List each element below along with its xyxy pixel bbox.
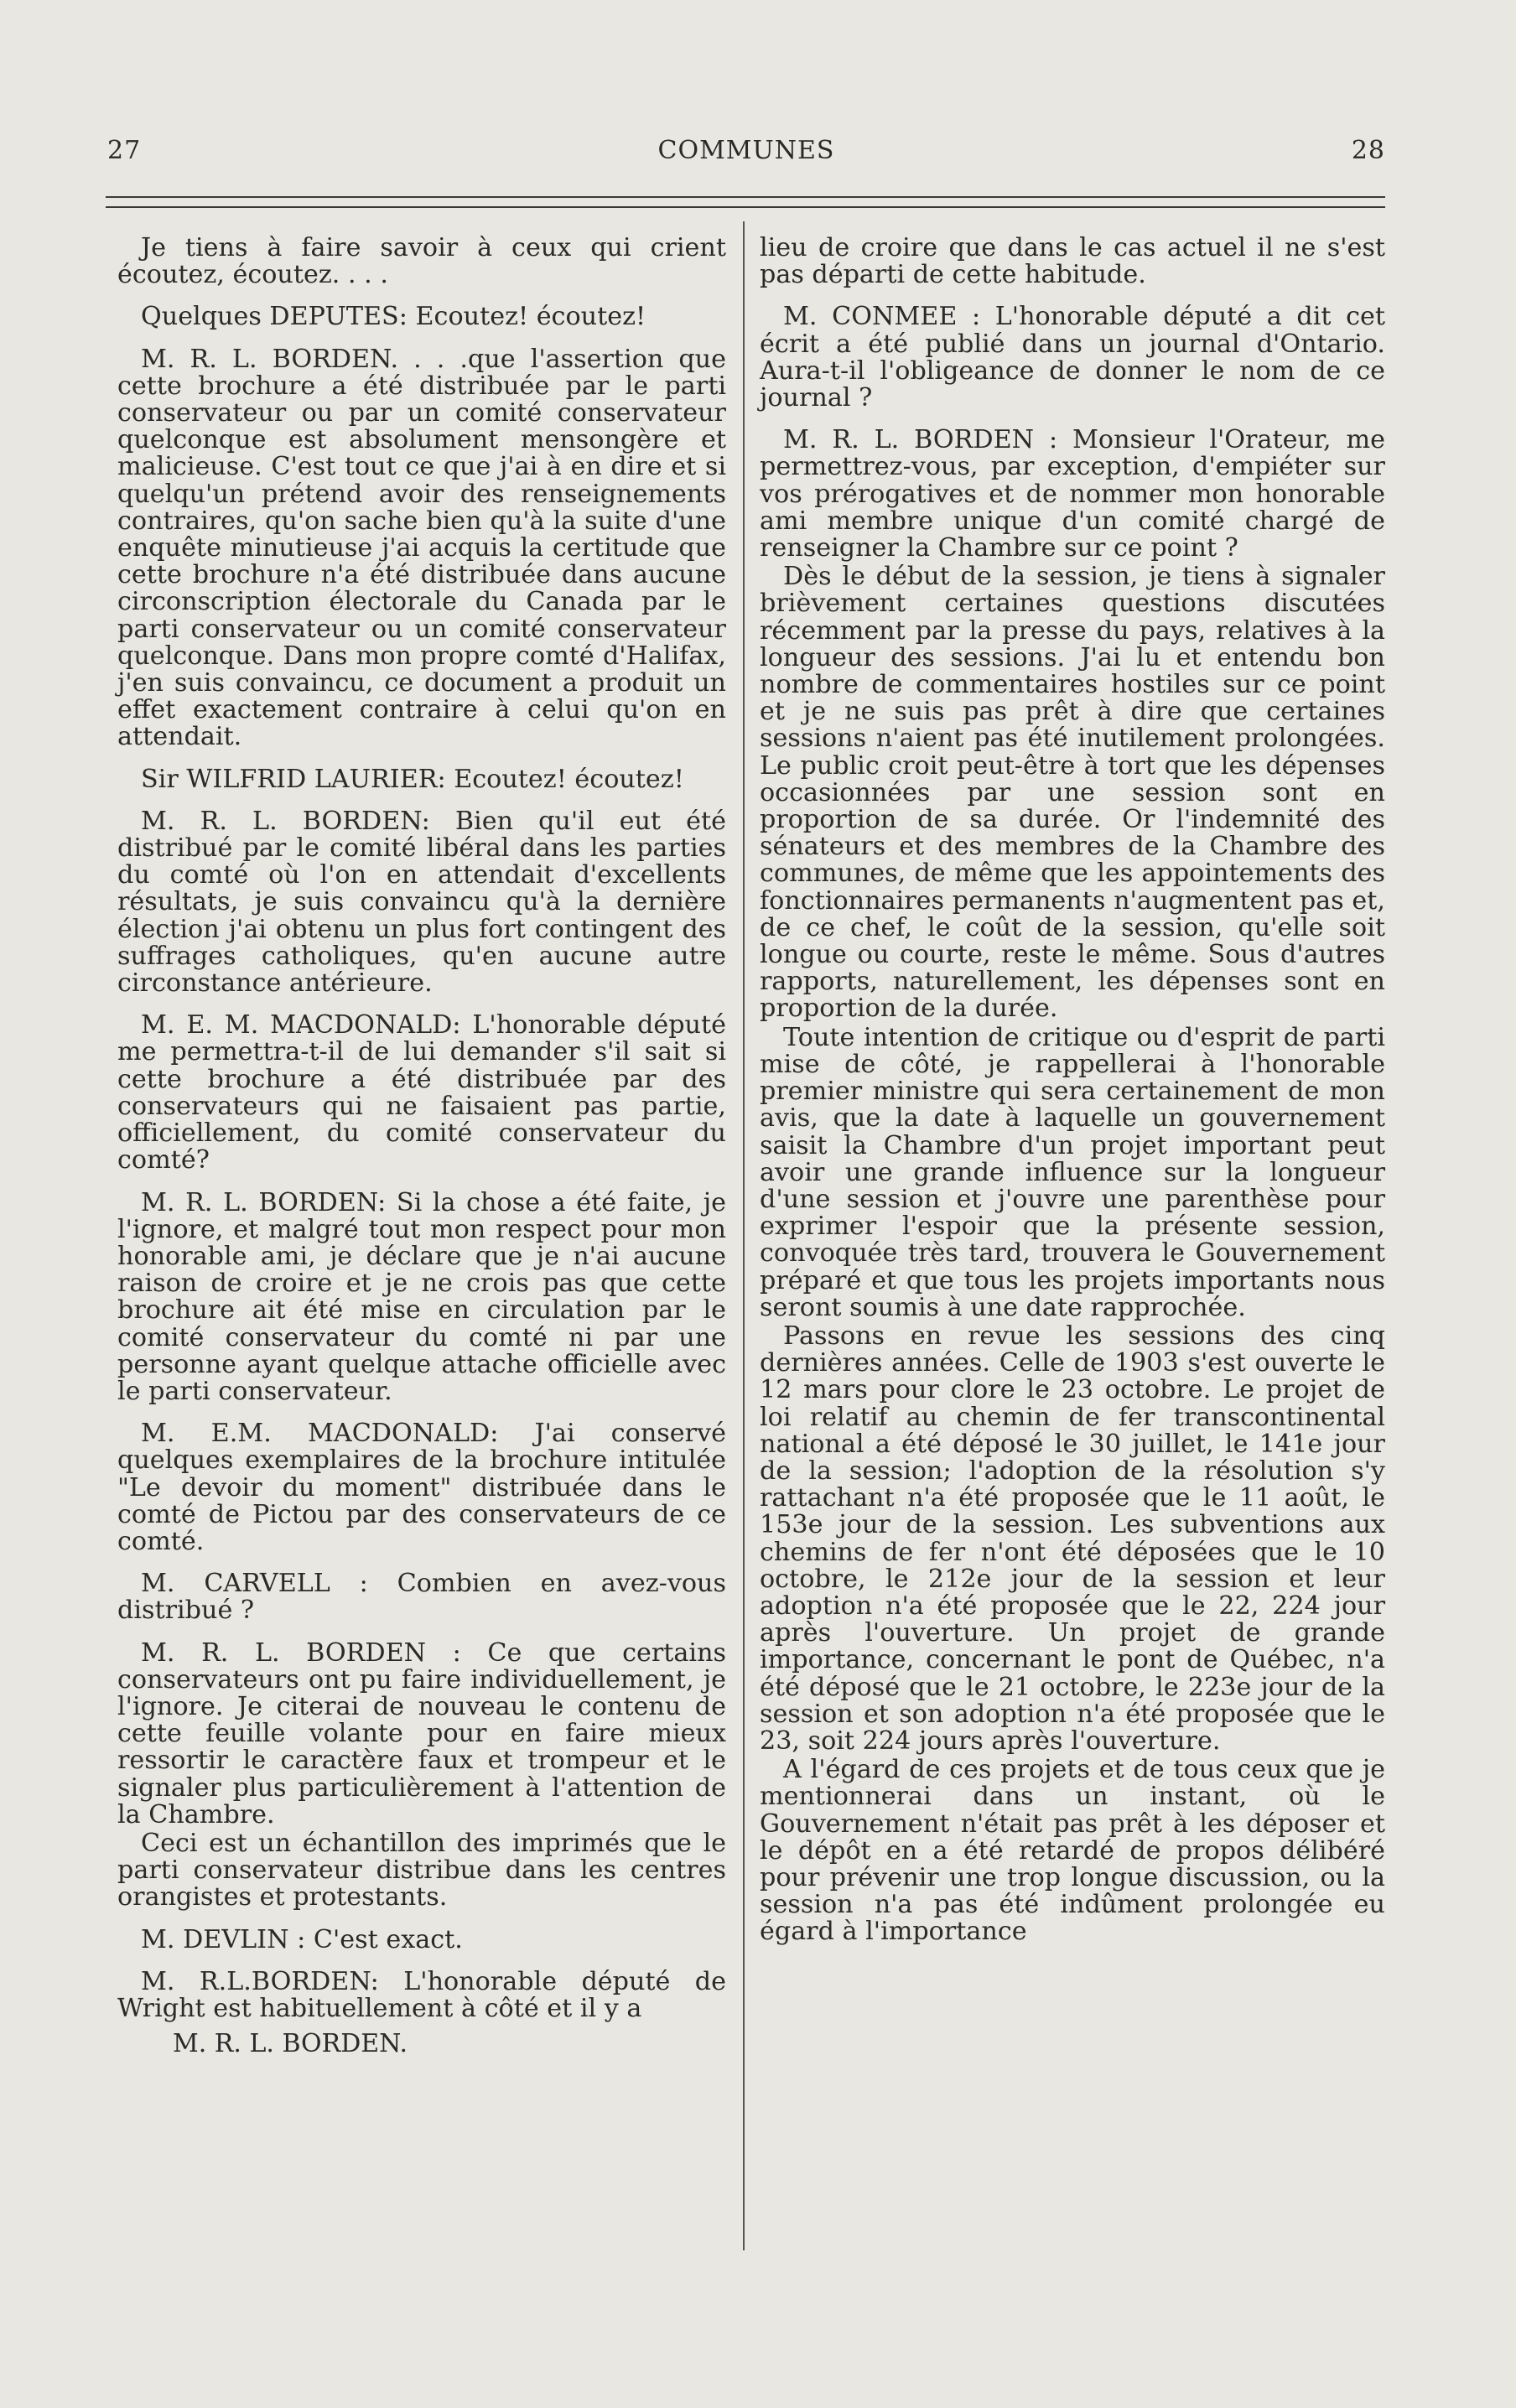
column-divider xyxy=(743,221,745,2250)
page-number-left: 27 xyxy=(107,136,142,165)
paragraph: Quelques DEPUTES: Ecoutez! écoutez! xyxy=(141,302,646,332)
paragraph: M. CARVELL : Combien en avez-vous distribué ? xyxy=(117,1569,726,1626)
catchword: M. R. L. BORDEN. xyxy=(173,2029,408,2059)
paragraph: M. R. L. BORDEN : Ce que certains conservateurs ont pu faire individuellement, je l'ignore. Je citerai de nouveau le contenu de cette feuille volante pour en faire mieux ressortir le caractère faux et trompeur et le signaler plus particulièrement à l'attention de la Chambre. xyxy=(117,1637,726,1829)
running-title: COMMUNES xyxy=(657,136,835,165)
page-number-right: 28 xyxy=(1351,136,1385,165)
paragraph: M. R.L.BORDEN: L'honorable député de Wright est habituellement à côté et il y a xyxy=(117,1966,726,2023)
paragraph: M. R. L. BORDEN. . . .que l'assertion que cette brochure a été distribuée par le parti conservateur ou par un comité conservateur quelconque est absolument mensongère et malicieuse. C'est tout ce que j'ai à en dire et si quelqu'un prétend avoir des renseignements contraires, qu'on sache bien qu'à la suite d'une enquête minutieuse j'ai acquis la certitude que cette brochure n'a été distribuée dans aucune circonscription électorale du Canada par le parti conservateur ou un comité conservateur quelconque. Dans mon propre comté d'Halifax, j'en suis convaincu, ce document a produit un effet exactement contraire à celui qu'on en attendait. xyxy=(117,344,726,752)
header-rule-bottom xyxy=(106,206,1385,208)
paragraph: Ceci est un échantillon des imprimés que le parti conservateur distribue dans les centres orangistes et protestants. xyxy=(117,1828,726,1912)
header-rule-top xyxy=(106,196,1385,198)
paragraph: Dès le début de la session, je tiens à signaler brièvement certaines questions discutées récemment par la presse du pays, relatives à la longueur des sessions. J'ai lu et entendu bon nombre de commentaires hostiles sur ce point et je ne suis pas prêt à dire que certaines sessions n'aient pas été inutilement prolongées. Le public croit peut-être à tort que les dépenses occasionnées par une session sont en proportion de sa durée. Or l'indemnité des sénateurs et des membres de la Chambre des communes, de même que les appointements des fonctionnaires permanents n'augmentent pas et, de ce chef, le coût de la session, qu'elle soit longue ou courte, reste le même. Sous d'autres rapports, naturellement, les dépenses sont en proportion de la durée. xyxy=(760,562,1385,1024)
paragraph: M. CONMEE : L'honorable député a dit cet écrit a été publié dans un journal d'Ontario. Aura-t-il l'obligeance de donner le nom de ce journal ? xyxy=(760,302,1385,413)
paragraph: M. R. L. BORDEN : Monsieur l'Orateur, me permettrez-vous, par exception, d'empiéter sur vos prérogatives et de nommer mon honorable ami membre unique d'un comité chargé de renseigner la Chambre sur ce point ? xyxy=(760,425,1385,563)
paragraph: Toute intention de critique ou d'esprit de parti mise de côté, je rappellerai à l'honorable premier ministre qui sera certainement de mon avis, que la date à laquelle un gouvernement saisit la Chambre d'un projet important peut avoir une grande influence sur la longueur d'une session et j'ouvre une parenthèse pour exprimer l'espoir que la présente session, convoquée très tard, trouvera le Gouvernement préparé et que tous les projets importants nous seront soumis à une date rapprochée. xyxy=(760,1022,1385,1322)
right-column xyxy=(760,235,1385,1948)
paragraph: M. E.M. MACDONALD: J'ai conservé quelques exemplaires de la brochure intitulée "Le devoir du moment" distribuée dans le comté de Pictou par des conservateurs de ce comté. xyxy=(117,1419,726,1556)
paragraph: M. R. L. BORDEN: Si la chose a été faite, je l'ignore, et malgré tout mon respect pour mon honorable ami, je déclare que je n'ai aucune raison de croire et je ne crois pas que cette brochure ait été mise en circulation par le comité conservateur du comté ni par une personne ayant quelque attache officielle avec le parti conservateur. xyxy=(117,1187,726,1406)
page-header xyxy=(107,136,1385,173)
paragraph: Passons en revue les sessions des cinq dernières années. Celle de 1903 s'est ouverte le 12 mars pour clore le 23 octobre. Le projet de loi relatif au chemin de fer transcontinental national a été déposé le 30 juillet, le 141e jour de la session; l'adoption de la résolution s'y rattachant n'a été proposée que le 11 août, le 153e jour de la session. Les subventions aux chemins de fer n'ont été déposées que le 10 octobre, le 212e jour de la session et leur adoption n'a été proposée que le 22, 224 jour après l'ouverture. Un projet de grande importance, concernant le pont de Québec, n'a été déposé que le 21 octobre, le 223e jour de la session et son adoption n'a été proposée que le 23, soit 224 jours après l'ouverture. xyxy=(760,1321,1385,1756)
paragraph: M. R. L. BORDEN: Bien qu'il eut été distribué par le comité libéral dans les parties du comté où l'on en attendait d'excellents résultats, je suis convaincu qu'à la dernière élection j'ai obtenu un plus fort contingent des suffrages catholiques, qu'en aucune autre circonstance antérieure. xyxy=(117,806,726,999)
paragraph: M. E. M. MACDONALD: L'honorable député me permettra-t-il de lui demander s'il sait si cette brochure a été distribuée par des conservateurs qui ne faisaient pas partie, officiellement, du comité conservateur du comté? xyxy=(117,1010,726,1175)
paragraph: M. DEVLIN : C'est exact. xyxy=(141,1924,463,1954)
paragraph: lieu de croire que dans le cas actuel il ne s'est pas départi de cette habitude. xyxy=(760,233,1385,290)
paragraph: Sir WILFRID LAURIER: Ecoutez! écoutez! xyxy=(141,764,684,794)
paragraph: Je tiens à faire savoir à ceux qui crient écoutez, écoutez. . . . xyxy=(117,233,726,290)
left-column xyxy=(117,235,726,2058)
paragraph: A l'égard de ces projets et de tous ceux que je mentionnerai dans un instant, où le Gouvernement n'était pas prêt à les déposer et le dépôt en a été retardé de propos délibéré pour prévenir une trop longue discussion, ou la session n'a pas été indûment prolongée eu égard à l'importance xyxy=(760,1755,1385,1947)
